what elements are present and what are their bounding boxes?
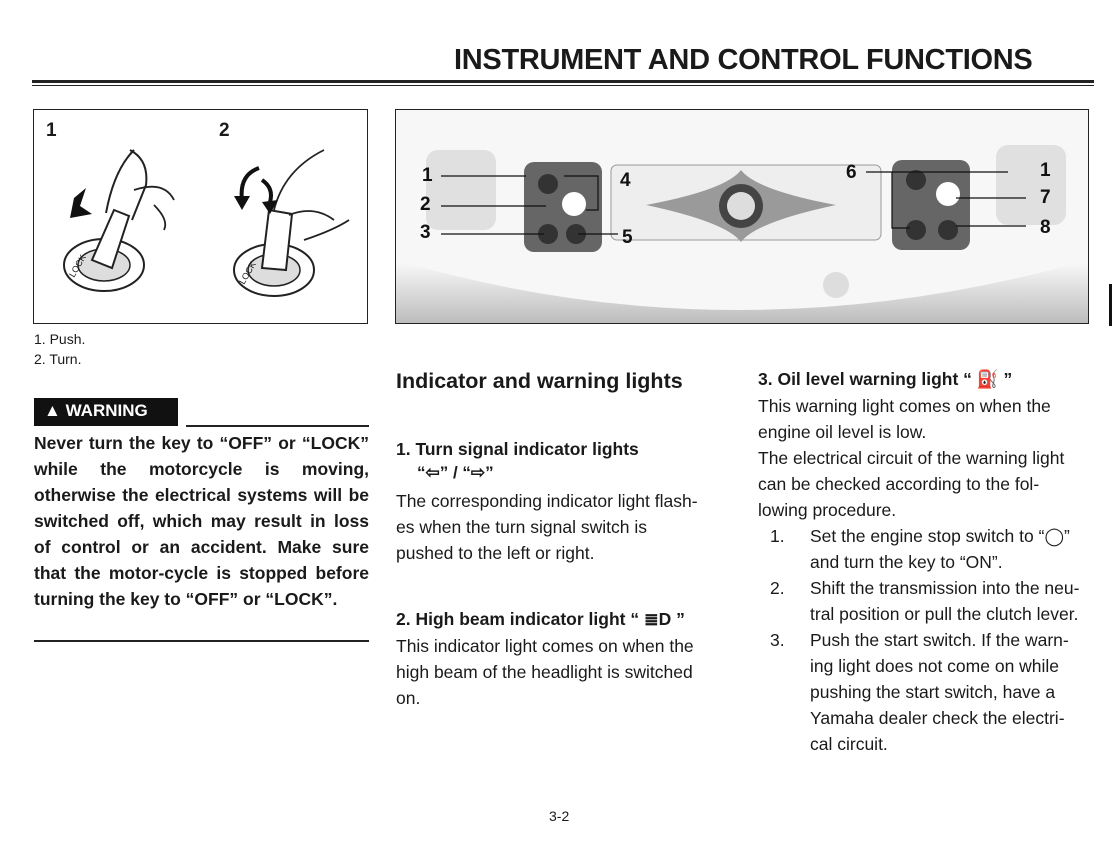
page-title: INSTRUMENT AND CONTROL FUNCTIONS bbox=[454, 44, 1033, 76]
warning-rule-bottom bbox=[34, 640, 369, 642]
warning-text: Never turn the key to “OFF” or “LOCK” while the motorcycle is moving, otherwise the electrical systems will be switched off, which may result in loss of control or an accident. Make sure that the motor-cycle is stopped before turning the key to “OFF” or “LOCK”. bbox=[34, 433, 369, 609]
oil-level-heading: 3. Oil level warning light “ ⛽ ” bbox=[758, 369, 1013, 389]
callout-3: 3 bbox=[420, 222, 431, 243]
callout-5: 5 bbox=[622, 227, 633, 248]
turn-signal-heading: 1. Turn signal indicator lights bbox=[396, 439, 639, 459]
callout-1-right: 1 bbox=[1040, 160, 1051, 181]
callout-8: 8 bbox=[1040, 217, 1051, 238]
indicator-panel-illustration bbox=[396, 110, 1088, 323]
callout-1: 1 bbox=[422, 165, 433, 186]
title-rule-thin bbox=[32, 85, 1094, 86]
callout-6: 6 bbox=[846, 162, 857, 183]
warning-triangle-icon: ▲ bbox=[44, 401, 61, 420]
indicator-panel-figure bbox=[395, 109, 1089, 324]
section-title: Indicator and warning lights bbox=[396, 369, 683, 393]
high-beam-text: This indicator light comes on when the high beam of the headlight is switched on. bbox=[396, 636, 694, 708]
turn-signal-arrows-icon: “⇦” / “⇨” bbox=[417, 463, 494, 482]
lock-marking-2: LOCK bbox=[237, 259, 258, 286]
key-illustration bbox=[34, 110, 367, 323]
caption-push: 1. Push. bbox=[34, 331, 86, 347]
figure-label-push: 1 bbox=[46, 120, 57, 141]
turn-signal-text: The corresponding indicator light flash- es when the turn signal switch is pushed to the left or right. bbox=[396, 491, 698, 563]
callout-4: 4 bbox=[620, 170, 631, 191]
oil-level-text: This warning light comes on when the engine oil level is low. The electrical circuit of the warning light can be checked according to the fol- lowing procedure. bbox=[758, 396, 1065, 520]
title-rule bbox=[32, 80, 1094, 83]
warning-badge bbox=[34, 398, 178, 426]
high-beam-heading: 2. High beam indicator light “ ≣D ” bbox=[396, 609, 685, 629]
page-number: 3-2 bbox=[549, 808, 570, 824]
warning-label: WARNING bbox=[65, 401, 148, 420]
oil-check-steps: 1. Set the engine stop switch to “◯” and turn the key to “ON”. 2. Shift the transmission into the neu- tral position or pull the clutch lever. 3. Push the start switch. If the warn- ing light does not come on while pushing the start switch, have a Yamaha dealer check the electri- cal circuit. bbox=[770, 526, 1080, 754]
figure-label-turn: 2 bbox=[219, 120, 230, 141]
page-edge-mark bbox=[1109, 284, 1112, 326]
caption-turn: 2. Turn. bbox=[34, 351, 82, 367]
key-switch-figure bbox=[33, 109, 368, 324]
warning-rule-top bbox=[186, 425, 369, 427]
callout-2: 2 bbox=[420, 194, 431, 215]
callout-7: 7 bbox=[1040, 187, 1051, 208]
lock-marking: LOCK bbox=[67, 252, 88, 279]
